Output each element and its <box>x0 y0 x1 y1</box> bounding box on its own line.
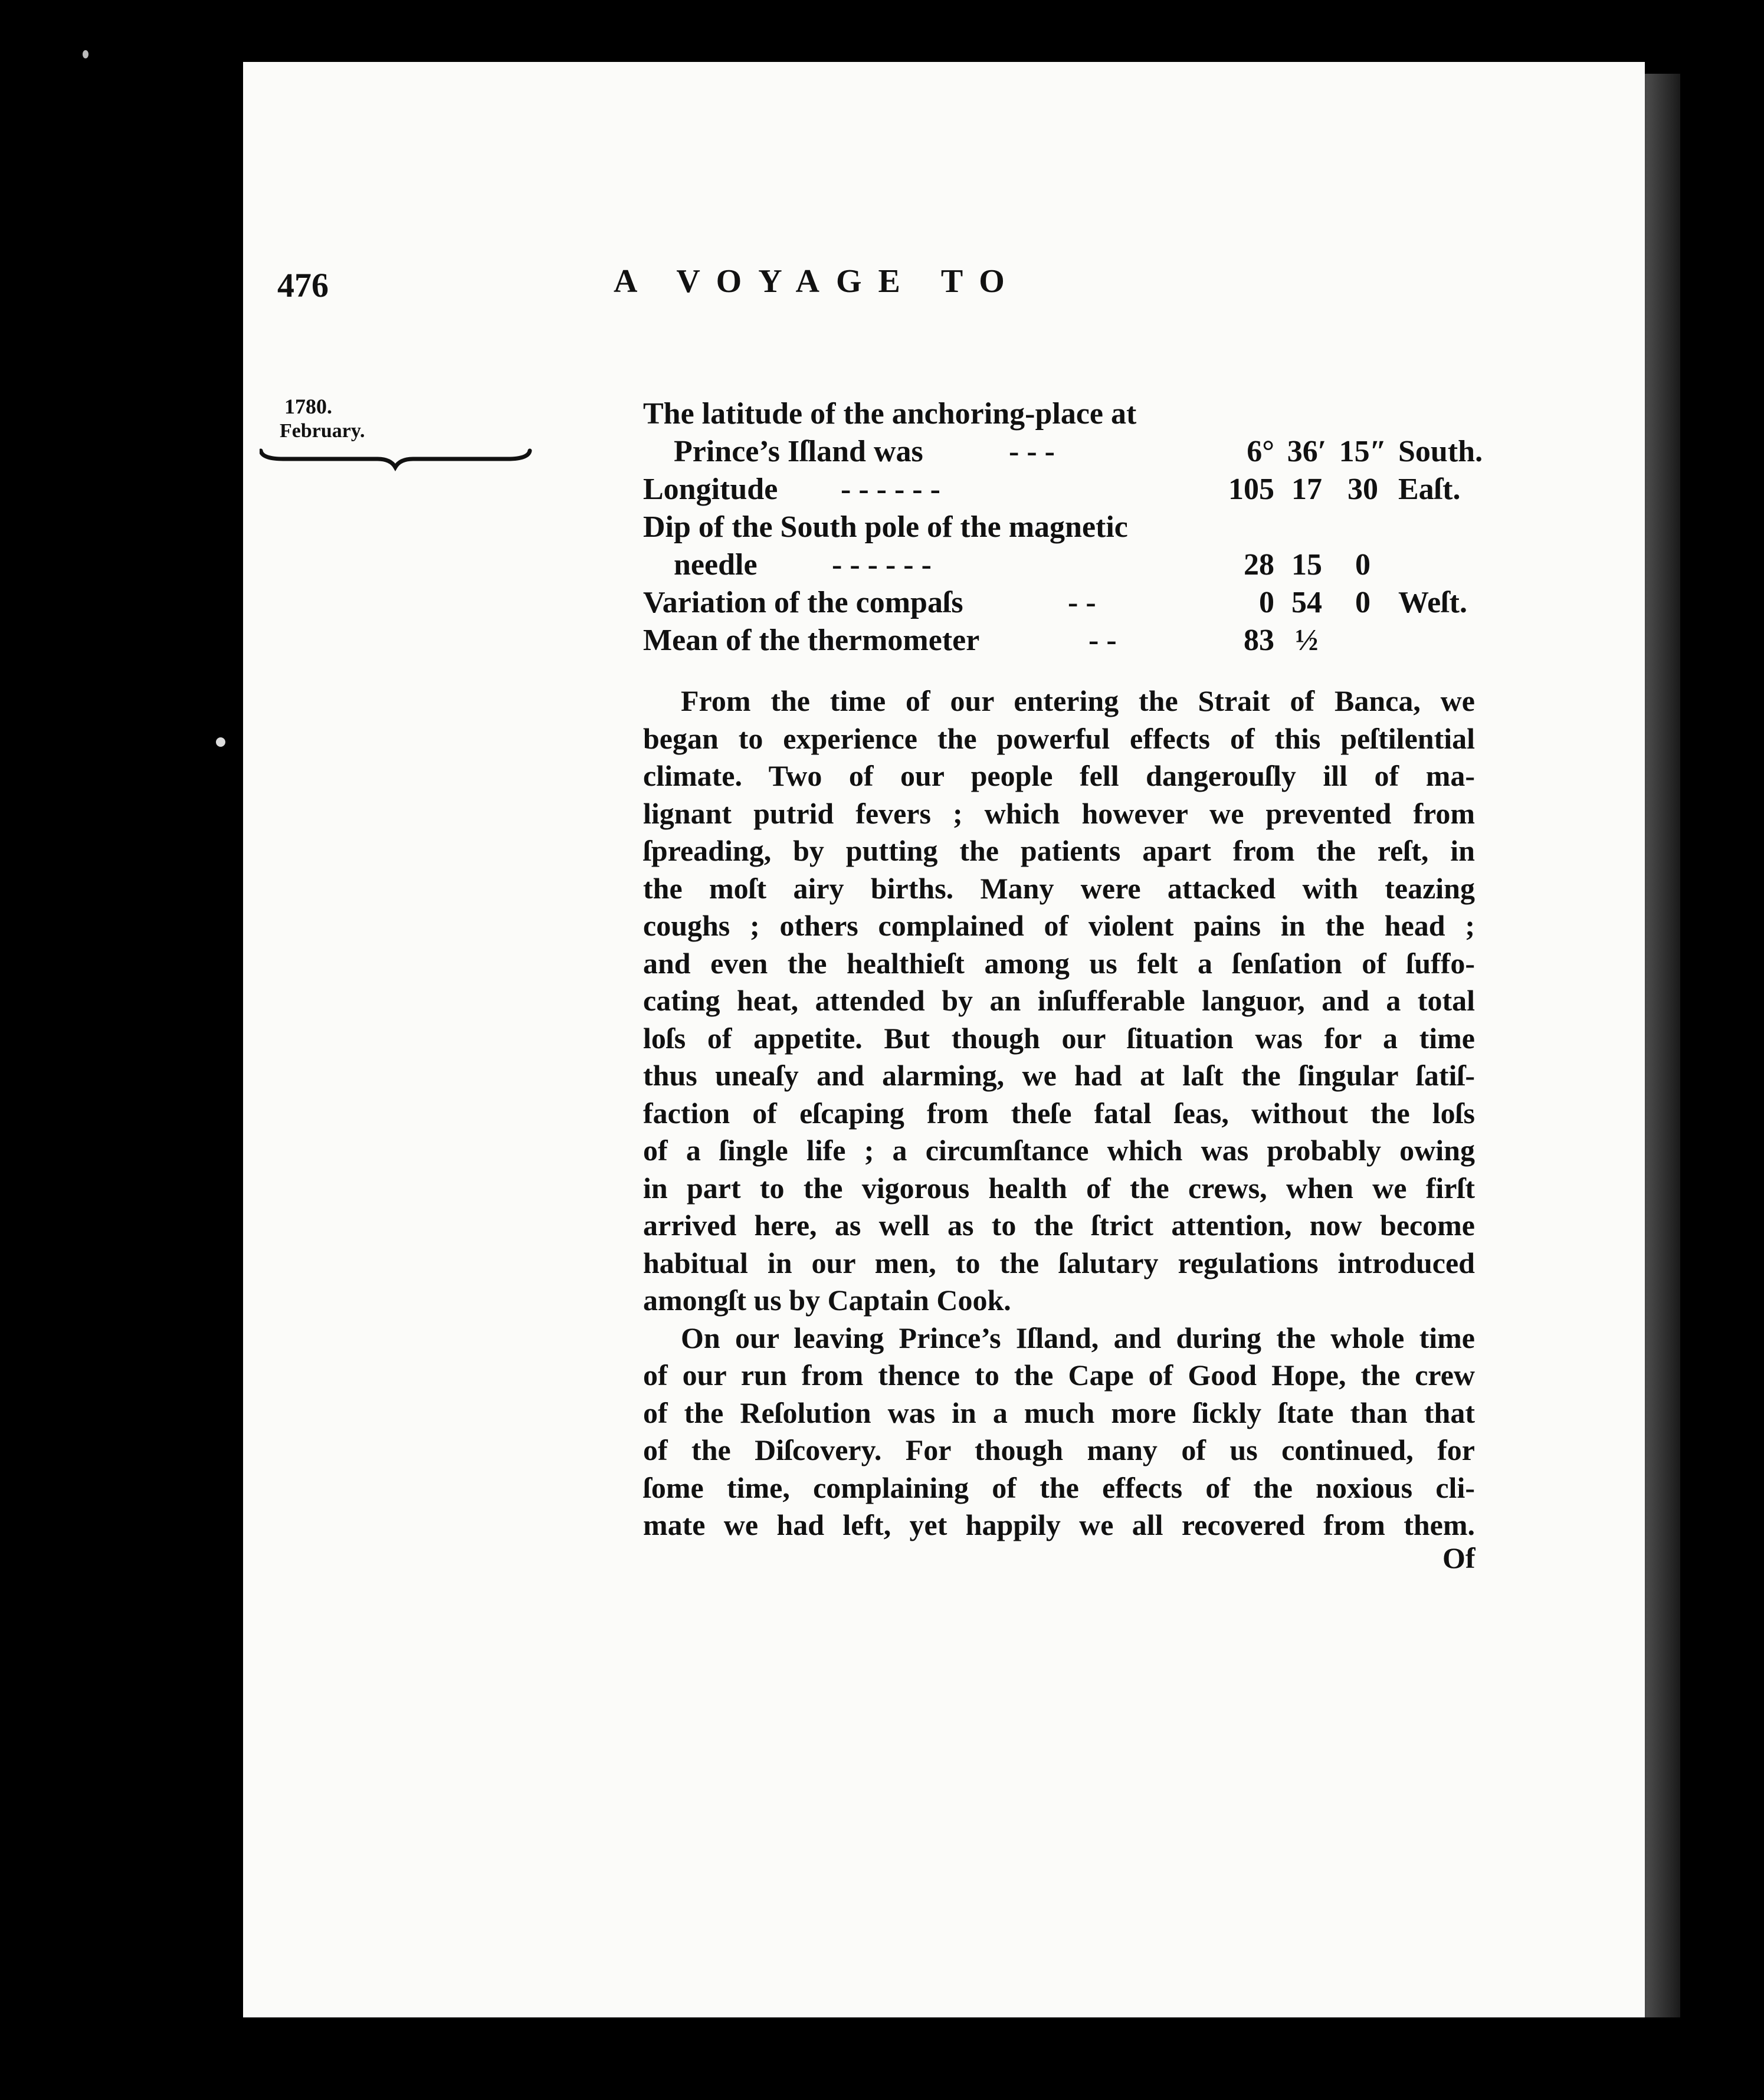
text-line: From the time of our entering the Strait of Banca, we <box>681 684 1475 717</box>
obs-label: The latitude of the anchoring-place at <box>643 397 1137 431</box>
obs-row-dip-heading <box>643 508 1469 546</box>
text-line: thus uneaſy and alarming, we had at laſt the ſingular ſatiſ- <box>643 1059 1475 1092</box>
obs-direction: South. <box>1398 435 1483 468</box>
text-line: began to experience the powerful effects of this peſtilential <box>643 721 1475 755</box>
obs-minutes: 54 <box>1291 586 1322 619</box>
margin-year: 1780. <box>284 395 332 418</box>
obs-minutes: 17 <box>1291 472 1322 506</box>
obs-degrees: 6° <box>1247 435 1274 468</box>
obs-degrees: 105 <box>1228 472 1274 506</box>
obs-seconds: 0 <box>1355 548 1370 582</box>
scan-border-right <box>1680 62 1764 2100</box>
page-number: 476 <box>277 266 329 304</box>
text-line: coughs ; others complained of violent pains in the head ; <box>643 909 1475 942</box>
observation-table <box>643 395 1483 659</box>
obs-leader-dashes: - - - - - - <box>841 472 940 506</box>
text-line: of a ſingle life ; a circumſtance which was probably owing <box>643 1134 1475 1167</box>
text-line: amongſt us by Captain Cook. <box>643 1284 1011 1317</box>
obs-label: needle <box>674 548 758 582</box>
running-head: A VOYAGE TO <box>614 263 1021 300</box>
text-line: climate. Two of our people fell dangerouſly ill of ma- <box>643 759 1475 792</box>
obs-degrees: 83 <box>1244 624 1274 657</box>
margin-date-note <box>260 394 631 444</box>
text-line: and even the healthieſt among us felt a ſenſation of ſuffo- <box>643 946 1475 980</box>
obs-direction: Eaſt. <box>1398 472 1461 506</box>
obs-seconds: 30 <box>1347 472 1378 506</box>
text-line: of the Diſcovery. For though many of us continued, for <box>643 1433 1475 1466</box>
catchword: Of <box>1442 1541 1476 1574</box>
obs-degrees: 0 <box>1259 586 1274 619</box>
text-line: lignant putrid fevers ; which however we prevented from <box>643 796 1475 830</box>
scan-border-top <box>0 0 1764 62</box>
text-line: of our run from thence to the Cape of Good Hope, the crew <box>643 1359 1475 1392</box>
obs-seconds: 0 <box>1355 586 1370 619</box>
scan-border-bottom <box>0 2017 1764 2100</box>
text-line: of the Reſolution was in a much more ſickly ſtate than that <box>643 1396 1475 1429</box>
text-line: the moſt airy births. Many were attacked with teazing <box>643 871 1475 905</box>
paragraph-1 <box>643 682 1475 1320</box>
obs-leader-dashes: - - - <box>1009 435 1055 468</box>
text-line: ſpreading, by putting the patients apart from the reſt, in <box>643 834 1475 867</box>
obs-label: Dip of the South pole of the magnetic <box>643 510 1128 544</box>
text-line: faction of eſcaping from theſe fatal ſeas, without the loſs <box>643 1096 1475 1130</box>
text-line: arrived here, as well as to the ſtrict attention, now become <box>643 1209 1475 1242</box>
scan-speck <box>83 50 88 58</box>
obs-label: Longitude <box>643 472 778 506</box>
obs-row-latitude-heading <box>643 395 1469 433</box>
text-line: cating heat, attended by an inſufferable languor, and a total <box>643 984 1475 1017</box>
obs-row-latitude <box>643 433 1483 471</box>
obs-seconds: 15″ <box>1339 435 1387 468</box>
obs-leader-dashes: - - - - - - <box>832 548 932 582</box>
obs-label: Variation of the compaſs <box>643 586 963 619</box>
obs-label: Prince’s Iſland was <box>674 435 923 468</box>
margin-month: February. <box>280 420 365 442</box>
obs-leader-dashes: - - <box>1068 586 1096 619</box>
obs-row-dip <box>643 546 1469 584</box>
obs-direction: Weſt. <box>1398 586 1467 619</box>
obs-label: Mean of the thermometer <box>643 624 980 657</box>
obs-leader-dashes: - - <box>1088 624 1117 657</box>
obs-minutes: ½ <box>1295 624 1319 657</box>
text-line: On our leaving Prince’s Iſland, and during the whole time <box>681 1321 1475 1354</box>
obs-degrees: 28 <box>1244 548 1274 582</box>
paragraph-2 <box>643 1320 1475 1544</box>
obs-row-variation <box>643 584 1469 622</box>
text-line: habitual in our men, to the ſalutary regulations introduced <box>643 1246 1475 1279</box>
scan-speck <box>216 737 225 747</box>
obs-row-thermometer <box>643 622 1469 659</box>
text-line: loſs of appetite. But though our ſituation was for a time <box>643 1021 1475 1055</box>
text-line: in part to the vigorous health of the crews, when we firſt <box>643 1171 1475 1205</box>
body-text <box>643 682 1475 1544</box>
obs-minutes: 15 <box>1291 548 1322 582</box>
obs-minutes: 36′ <box>1287 435 1327 468</box>
text-line: mate we had left, yet happily we all recovered from them. <box>643 1508 1475 1541</box>
obs-row-longitude <box>643 471 1469 508</box>
curly-brace-icon <box>260 448 631 472</box>
text-line: ſome time, complaining of the effects of the noxious cli- <box>643 1471 1475 1504</box>
